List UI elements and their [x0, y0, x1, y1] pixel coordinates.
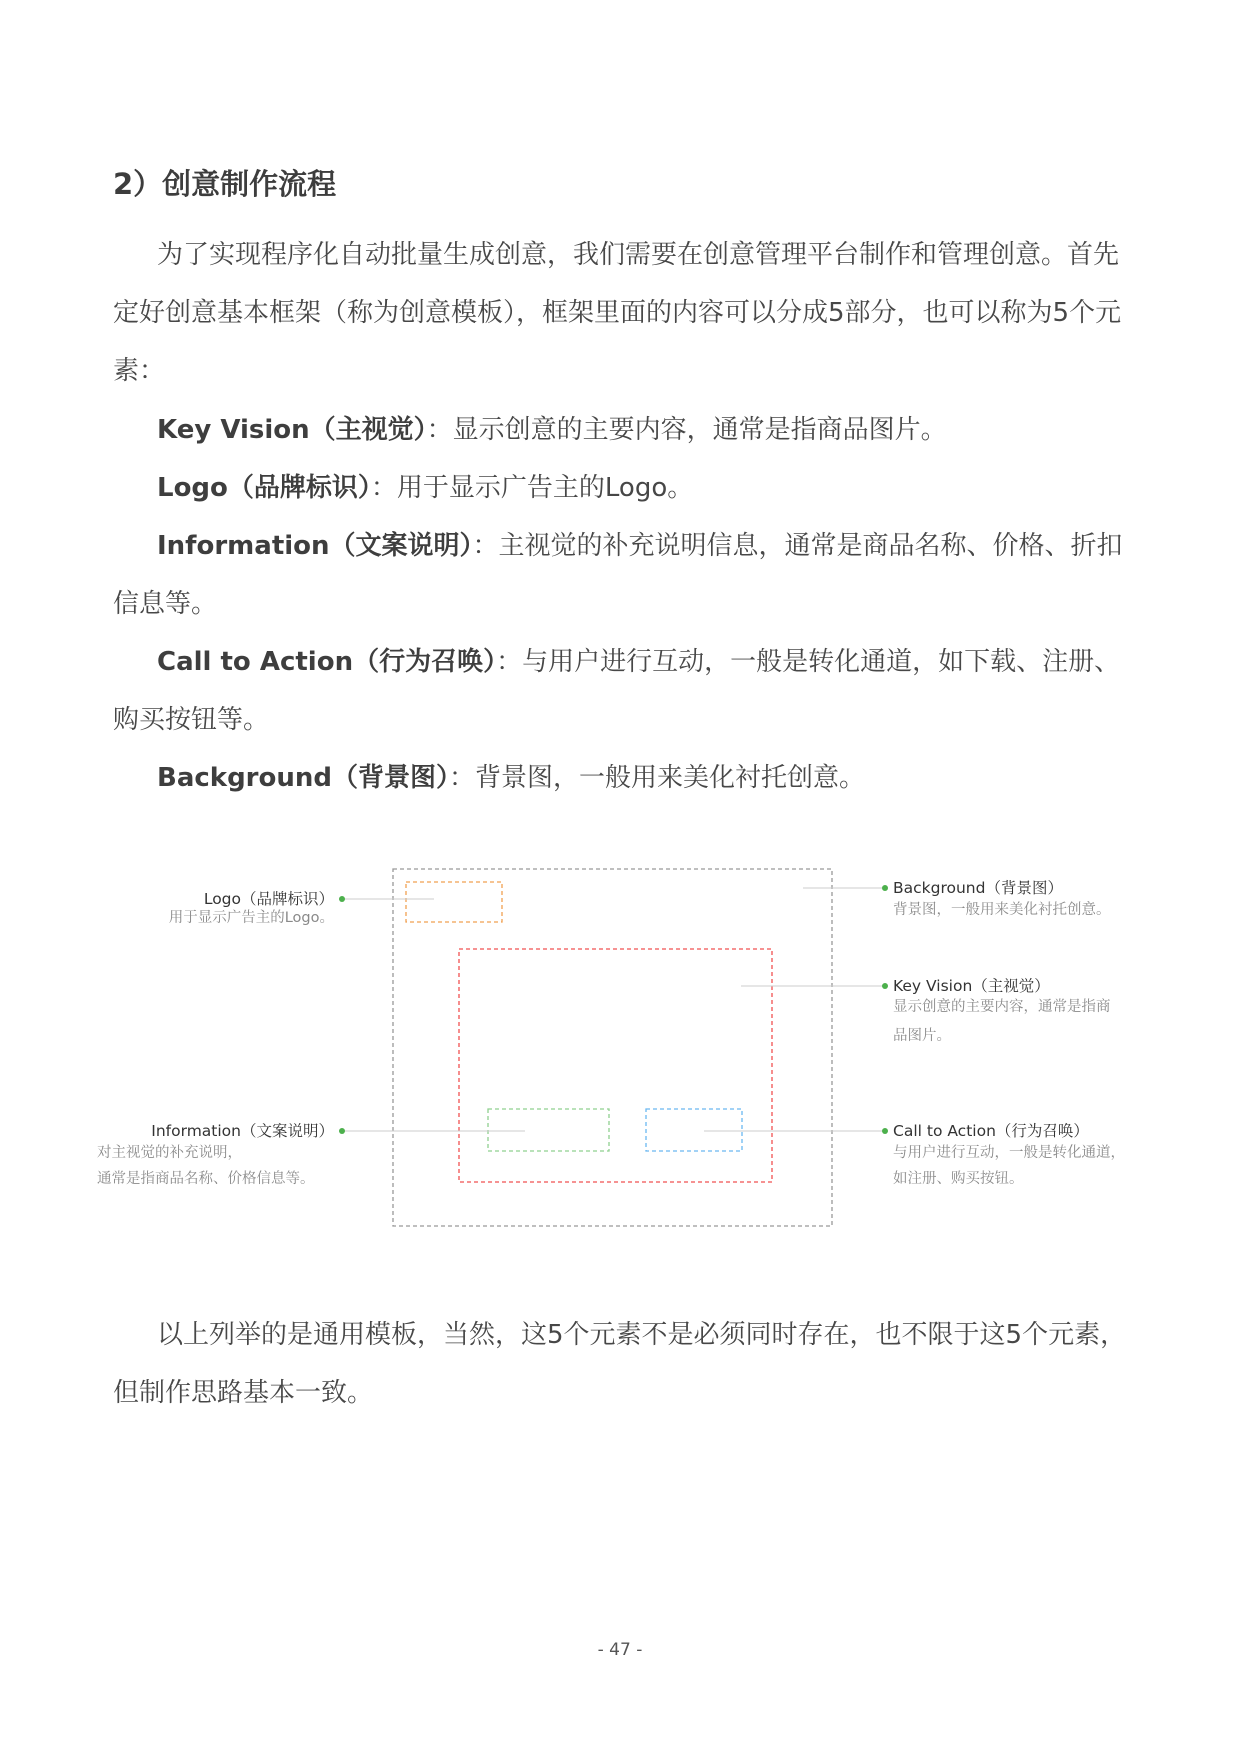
- logo-box: [406, 882, 502, 922]
- call-to-action-annotation-label: Call to Action（行为召唤）: [893, 1122, 1089, 1140]
- element-background: [113, 749, 1133, 807]
- call-to-action-dot: [882, 1128, 888, 1134]
- element-text: ：显示创意的主要内容，通常是指商品图片。: [426, 415, 947, 445]
- element-text: ：背景图，一般用来美化衬托创意。: [449, 763, 866, 793]
- key-vision-annotation-label: Key Vision（主视觉）: [893, 977, 1050, 995]
- intro-paragraph: [113, 226, 1133, 400]
- background-frame: [393, 869, 832, 1226]
- key-vision-dot: [882, 983, 888, 989]
- information-annotation-label: Information（文案说明）: [151, 1122, 334, 1140]
- element-logo: [113, 459, 1133, 517]
- element-text: ：主视觉的补充说明信息，通常是商品名称、价格、折扣信息等。: [113, 531, 1123, 619]
- key-vision-annotation-desc-2: 品图片。: [893, 1028, 951, 1044]
- call-to-action-annotation-desc-2: 如注册、购买按钮。: [893, 1171, 1024, 1187]
- element-text: ：与用户进行互动，一般是转化通道，如下载、注册、购买按钮等。: [113, 647, 1121, 735]
- element-term: Logo（品牌标识）: [157, 473, 371, 503]
- page-number: - 47 -: [597, 1640, 643, 1660]
- outro-paragraph: [113, 1306, 1133, 1422]
- information-annotation-desc-2: 通常是指商品名称、价格信息等。: [97, 1171, 315, 1187]
- background-dot: [882, 885, 888, 891]
- intro-text: 为了实现程序化自动批量生成创意，我们需要在创意管理平台制作和管理创意。首先定好创意基本框架（称为创意模板），框架里面的内容可以分成5部分，也可以称为5个元素：: [113, 240, 1122, 386]
- element-term: Information（文案说明）: [157, 531, 473, 561]
- section-heading: 2）创意制作流程: [113, 167, 337, 201]
- element-term: Background（背景图）: [157, 763, 449, 793]
- background-annotation-label: Background（背景图）: [893, 879, 1063, 897]
- information-dot: [339, 1128, 345, 1134]
- information-annotation-desc-1: 对主视觉的补充说明，: [97, 1145, 242, 1161]
- information-box: [488, 1109, 609, 1151]
- background-annotation-desc: 背景图，一般用来美化衬托创意。: [893, 902, 1111, 918]
- outro-text: 以上列举的是通用模板，当然，这5个元素不是必须同时存在，也不限于这5个元素，但制作思路基本一致。: [113, 1320, 1127, 1408]
- logo-dot: [339, 896, 345, 902]
- element-call-to-action: [113, 633, 1133, 749]
- call-to-action-annotation-desc-1: 与用户进行互动，一般是转化通道，: [893, 1145, 1125, 1161]
- key-vision-annotation-desc-1: 显示创意的主要内容，通常是指商: [893, 999, 1111, 1015]
- element-term: Key Vision（主视觉）: [157, 415, 427, 445]
- element-term: Call to Action（行为召唤）: [157, 647, 497, 677]
- element-key-vision: [113, 401, 1133, 459]
- element-information: [113, 517, 1133, 633]
- call-to-action-box: [646, 1109, 742, 1151]
- key-vision-box: [459, 949, 772, 1182]
- element-text: ：用于显示广告主的Logo。: [370, 473, 694, 503]
- logo-annotation-desc: 用于显示广告主的Logo。: [168, 910, 334, 926]
- logo-annotation-label: Logo（品牌标识）: [203, 890, 334, 908]
